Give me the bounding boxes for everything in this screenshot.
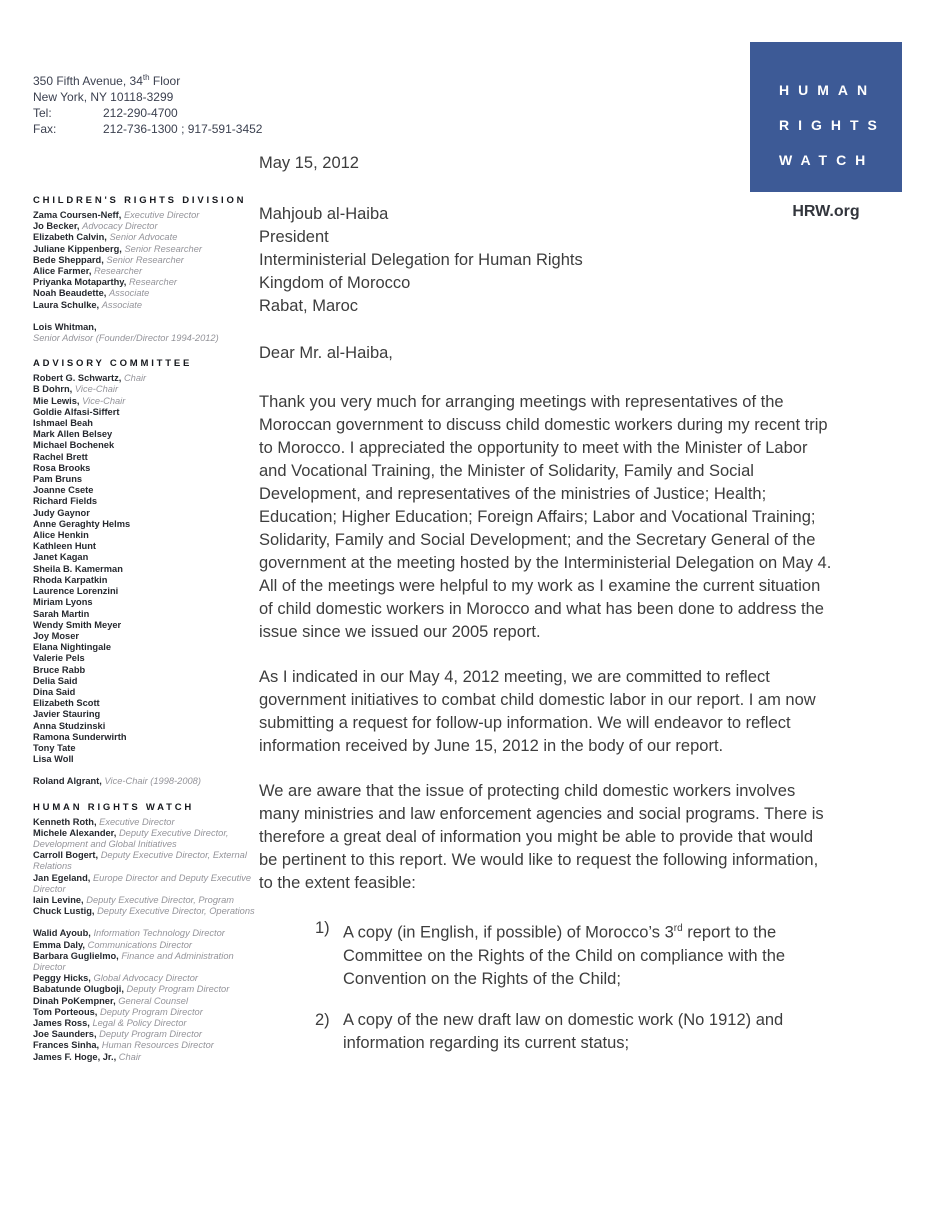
member-name: Barbara Guglielmo,	[33, 950, 119, 961]
sidebar-member	[33, 940, 255, 951]
sidebar-section	[33, 195, 255, 344]
member-title: Human Resources Director	[101, 1040, 214, 1051]
sidebar-member	[33, 564, 255, 575]
fax-label: Fax:	[33, 122, 57, 136]
recipient-block	[259, 203, 834, 318]
list-text	[343, 1009, 834, 1055]
sidebar-member	[33, 396, 255, 407]
sidebar-member	[33, 322, 255, 344]
member-name: James F. Hoge, Jr.,	[33, 1051, 117, 1062]
sidebar-member	[33, 277, 255, 288]
member-title: Vice-Chair	[82, 395, 126, 406]
list-text-pre: A copy (in English, if possible) of Morocco’s 3	[343, 923, 674, 942]
member-name: Pam Bruns	[33, 474, 83, 485]
recipient-line: Interministerial Delegation for Human Rights	[259, 251, 583, 269]
member-name: Ishmael Beah	[33, 418, 93, 429]
member-name: Mark Allen Belsey	[33, 429, 113, 440]
sidebar-member	[33, 665, 255, 676]
sidebar-member	[33, 732, 255, 743]
sidebar-member	[33, 1029, 255, 1040]
member-name: Anna Studzinski	[33, 720, 106, 731]
member-name: Zama Coursen-Neff,	[33, 210, 122, 220]
sidebar-member	[33, 210, 255, 221]
member-name: Richard Fields	[33, 496, 98, 507]
numbered-list	[259, 917, 834, 1055]
fax-row	[33, 121, 262, 137]
salutation: Dear Mr. al-Haiba,	[259, 344, 393, 362]
member-name: Walid Ayoub,	[33, 928, 91, 939]
sidebar-member	[33, 232, 255, 243]
date-line: May 15, 2012	[259, 154, 359, 172]
member-title: General Counsel	[118, 995, 189, 1006]
member-title: Chair	[118, 1051, 142, 1062]
member-title: Europe Director and Deputy Executive Director	[33, 872, 252, 894]
member-title: Deputy Program Director	[99, 1029, 202, 1040]
tel-label: Tel:	[33, 106, 52, 120]
sidebar-member	[33, 1052, 255, 1063]
sidebar-member	[33, 429, 255, 440]
member-name: Jo Becker,	[33, 221, 80, 232]
sidebar-member	[33, 928, 255, 939]
sidebar-member	[33, 721, 255, 732]
member-name: Frances Sinha,	[33, 1040, 100, 1051]
member-name: Laurence Lorenzini	[33, 586, 119, 597]
letterhead-address	[33, 70, 262, 137]
sidebar-member	[33, 541, 255, 552]
sidebar-member	[33, 1018, 255, 1029]
paragraph: We are aware that the issue of protecting child domestic workers involves many ministries and law enforcement agencies and social programs. There is therefore a great deal of information you might be able to provide that would be pertinent to this report. We would like to request the following information, to the extent feasible:	[259, 782, 824, 892]
member-name: Mie Lewis,	[33, 395, 80, 406]
logo-word-watch: WATCH	[779, 152, 875, 168]
member-title: Deputy Program Director	[100, 1006, 203, 1017]
member-name: Dinah PoKempner,	[33, 995, 116, 1006]
recipient-line: Kingdom of Morocco	[259, 274, 411, 292]
list-text-post: report to the Committee on the Rights of the Child on compliance with the Convention on the Rights of the Child;	[343, 923, 786, 988]
member-name: Kathleen Hunt	[33, 541, 97, 552]
sidebar-member	[33, 452, 255, 463]
sidebar-member	[33, 575, 255, 586]
list-text-pre: A copy of the new draft law on domestic work (No 1912) and information regarding its current status;	[343, 1010, 784, 1052]
member-name: Miriam Lyons	[33, 597, 93, 608]
member-name: Rosa Brooks	[33, 462, 91, 473]
logo-word-human: HUMAN	[779, 82, 877, 98]
letter-body	[259, 152, 834, 1073]
tel-value: 212-290-4700	[103, 106, 178, 120]
member-name: Javier Stauring	[33, 709, 101, 720]
sidebar-member	[33, 873, 255, 895]
member-title: Vice-Chair	[74, 384, 119, 395]
member-list	[33, 817, 255, 1063]
member-title: Deputy Program Director	[126, 984, 230, 995]
member-name: Jan Egeland,	[33, 872, 91, 883]
member-name: Ramona Sunderwirth	[33, 731, 127, 742]
sidebar-member	[33, 474, 255, 485]
member-name: Wendy Smith Meyer	[33, 619, 122, 630]
member-title: Researcher	[128, 277, 177, 288]
member-name: Lisa Woll	[33, 754, 74, 765]
sidebar-member	[33, 508, 255, 519]
member-title: Information Technology Director	[93, 928, 225, 939]
member-name: Elizabeth Calvin,	[33, 232, 107, 243]
member-name: Alice Farmer,	[33, 266, 92, 277]
member-title: Communications Director	[87, 939, 192, 950]
sidebar-member	[33, 586, 255, 597]
member-name: Robert G. Schwartz,	[33, 373, 122, 384]
sidebar-member	[33, 407, 255, 418]
member-name: Tom Porteous,	[33, 1006, 98, 1017]
member-title: Associate	[101, 299, 143, 310]
sidebar-member	[33, 1040, 255, 1051]
sidebar-member	[33, 653, 255, 664]
member-name: Juliane Kippenberg,	[33, 243, 122, 254]
address-line-2: New York, NY 10118-3299	[33, 90, 174, 104]
sidebar-member	[33, 817, 255, 828]
sidebar-member	[33, 709, 255, 720]
paragraph: As I indicated in our May 4, 2012 meeting, we are committed to reflect government initiatives to combat child domestic labor in our report. I am now submitting a request for follow-up information. We will endeavor to reflect information received by June 15, 2012 in the body of our report.	[259, 668, 816, 755]
list-item	[315, 1009, 834, 1055]
sidebar-member	[33, 418, 255, 429]
section-heading: HUMAN RIGHTS WATCH	[33, 801, 195, 813]
list-ordinal: rd	[673, 923, 683, 934]
member-name: Alice Henkin	[33, 530, 89, 541]
list-item	[315, 917, 834, 991]
member-title: Global Advocacy Director	[93, 973, 199, 984]
member-name: Kenneth Roth,	[33, 816, 97, 827]
address-line1-ordinal: th	[142, 73, 150, 82]
fax-value: 212-736-1300 ; 917-591-3452	[103, 122, 263, 136]
member-name: Roland Algrant,	[33, 776, 102, 787]
sidebar-member	[33, 951, 255, 973]
member-name: Janet Kagan	[33, 552, 89, 563]
member-name: Sarah Martin	[33, 608, 90, 619]
address-line1-pre: 350 Fifth Avenue, 34	[33, 74, 143, 88]
sidebar-member	[33, 300, 255, 311]
sidebar-member	[33, 384, 255, 395]
list-number: 1)	[315, 919, 330, 937]
member-title: Senior Advocate	[109, 232, 178, 243]
member-name: Michele Alexander,	[33, 827, 117, 838]
phone-row	[33, 105, 262, 121]
member-title: Legal & Policy Director	[92, 1018, 187, 1028]
sidebar	[33, 195, 255, 1077]
address-line1-post: Floor	[149, 74, 181, 88]
member-title: Senior Researcher	[124, 243, 202, 254]
member-name: Iain Levine,	[33, 894, 84, 905]
member-title: Chair	[123, 373, 147, 384]
sidebar-member	[33, 828, 255, 850]
list-number: 2)	[315, 1010, 330, 1029]
member-name: Joy Moser	[33, 630, 79, 641]
sidebar-member	[33, 906, 255, 917]
sidebar-member	[33, 984, 255, 995]
sidebar-member	[33, 552, 255, 563]
member-title: Deputy Executive Director, External Relations	[33, 850, 247, 872]
member-title: Senior Researcher	[106, 254, 184, 265]
member-name: Sheila B. Kamerman	[33, 563, 123, 574]
sidebar-member	[33, 288, 255, 299]
sidebar-member	[33, 496, 255, 507]
sidebar-member	[33, 221, 255, 232]
member-name: Laura Schulke,	[33, 299, 100, 310]
member-title: Finance and Administration Director	[33, 950, 234, 972]
sidebar-member	[33, 642, 255, 653]
member-title: Deputy Executive Director, Development and Global Initiatives	[33, 827, 229, 849]
member-name: Goldie Alfasi-Siffert	[33, 406, 120, 417]
member-name: Rhoda Karpatkin	[33, 574, 108, 585]
member-name: Chuck Lustig,	[33, 906, 95, 917]
member-title: Deputy Executive Director, Program	[86, 894, 235, 905]
member-title: Executive Director	[123, 210, 200, 220]
sidebar-member	[33, 895, 255, 906]
sidebar-member	[33, 973, 255, 984]
sidebar-member	[33, 676, 255, 687]
sidebar-member	[33, 255, 255, 266]
member-name: Judy Gaynor	[33, 507, 90, 518]
member-name: Lois Whitman,	[33, 321, 97, 332]
member-name: Dina Said	[33, 686, 76, 697]
member-title: Advocacy Director	[82, 221, 158, 232]
paragraph: Thank you very much for arranging meetings with representatives of the Moroccan government to discuss child domestic workers during my recent trip to Morocco. I appreciated the opportunity to meet with the Minister of Labor and Vocational Training, the Minister of Solidarity, Family and Social Development, and representatives of the ministries of Justice; Health; Education; Higher Education; Foreign Affairs; Labor and Vocational Training; Solidarity, Family and Social Development; and the Secretary General of the government at the meeting hosted by the Interministerial Delegation on May 4. All of the meetings were helpful to my work as I examine the current situation of child domestic workers in Morocco and what has been done to address the issue since we issued our 2005 report.	[259, 393, 832, 641]
sidebar-member	[33, 609, 255, 620]
sidebar-member	[33, 776, 255, 787]
member-name: Elana Nightingale	[33, 642, 112, 653]
member-name: Joe Saunders,	[33, 1029, 97, 1040]
sidebar-member	[33, 687, 255, 698]
address-line-1	[33, 70, 262, 89]
sidebar-member	[33, 620, 255, 631]
sidebar-section	[33, 802, 255, 1063]
sidebar-member	[33, 440, 255, 451]
sidebar-member	[33, 519, 255, 530]
member-name: Tony Tate	[33, 742, 76, 753]
member-name: James Ross,	[33, 1018, 90, 1028]
sidebar-member	[33, 996, 255, 1007]
sidebar-member	[33, 1007, 255, 1018]
member-name: Noah Beaudette,	[33, 288, 107, 299]
sidebar-member	[33, 463, 255, 474]
sidebar-member	[33, 266, 255, 277]
member-name: B Dohrn,	[33, 384, 73, 395]
member-name: Rachel Brett	[33, 451, 88, 462]
sidebar-member	[33, 485, 255, 496]
member-name: Babatunde Olugboji,	[33, 984, 124, 995]
member-list	[33, 373, 255, 787]
section-heading: CHILDREN'S RIGHTS DIVISION	[33, 195, 247, 206]
sidebar-section	[33, 358, 255, 787]
member-name: Joanne Csete	[33, 485, 94, 496]
member-name: Peggy Hicks,	[33, 973, 91, 984]
sidebar-member	[33, 698, 255, 709]
paragraphs-container	[259, 391, 834, 895]
member-name: Emma Daly,	[33, 939, 86, 950]
sidebar-member	[33, 850, 255, 872]
recipient-line: Rabat, Maroc	[259, 297, 359, 315]
member-name: Bede Sheppard,	[33, 254, 104, 265]
member-name: Elizabeth Scott	[33, 698, 100, 709]
member-title: Senior Advisor (Founder/Director 1994-2012)	[33, 333, 219, 344]
member-name: Bruce Rabb	[33, 664, 86, 675]
member-title: Researcher	[94, 266, 143, 277]
section-heading: ADVISORY COMMITTEE	[33, 358, 193, 370]
sidebar-member	[33, 530, 255, 541]
member-name: Delia Said	[33, 675, 78, 686]
member-name: Priyanka Motaparthy,	[33, 277, 127, 288]
list-text	[343, 917, 834, 991]
member-title: Executive Director	[99, 816, 175, 827]
member-list	[33, 210, 255, 344]
member-name: Michael Bochenek	[33, 440, 115, 451]
logo-word-rights: RIGHTS	[779, 117, 886, 133]
sidebar-member	[33, 631, 255, 642]
hrw-org-label: HRW.org	[792, 203, 860, 220]
recipient-line: President	[259, 228, 329, 246]
sidebar-member	[33, 597, 255, 608]
member-title: Vice-Chair (1998-2008)	[104, 776, 201, 787]
member-name: Carroll Bogert,	[33, 850, 99, 861]
sidebar-member	[33, 743, 255, 754]
member-name: Anne Geraghty Helms	[33, 518, 131, 529]
recipient-line: Mahjoub al-Haiba	[259, 205, 389, 223]
member-name: Valerie Pels	[33, 653, 85, 664]
member-title: Associate	[108, 288, 150, 299]
sidebar-member	[33, 244, 255, 255]
sidebar-member	[33, 754, 255, 765]
sidebar-member	[33, 373, 255, 384]
member-title: Deputy Executive Director, Operations	[97, 906, 255, 917]
